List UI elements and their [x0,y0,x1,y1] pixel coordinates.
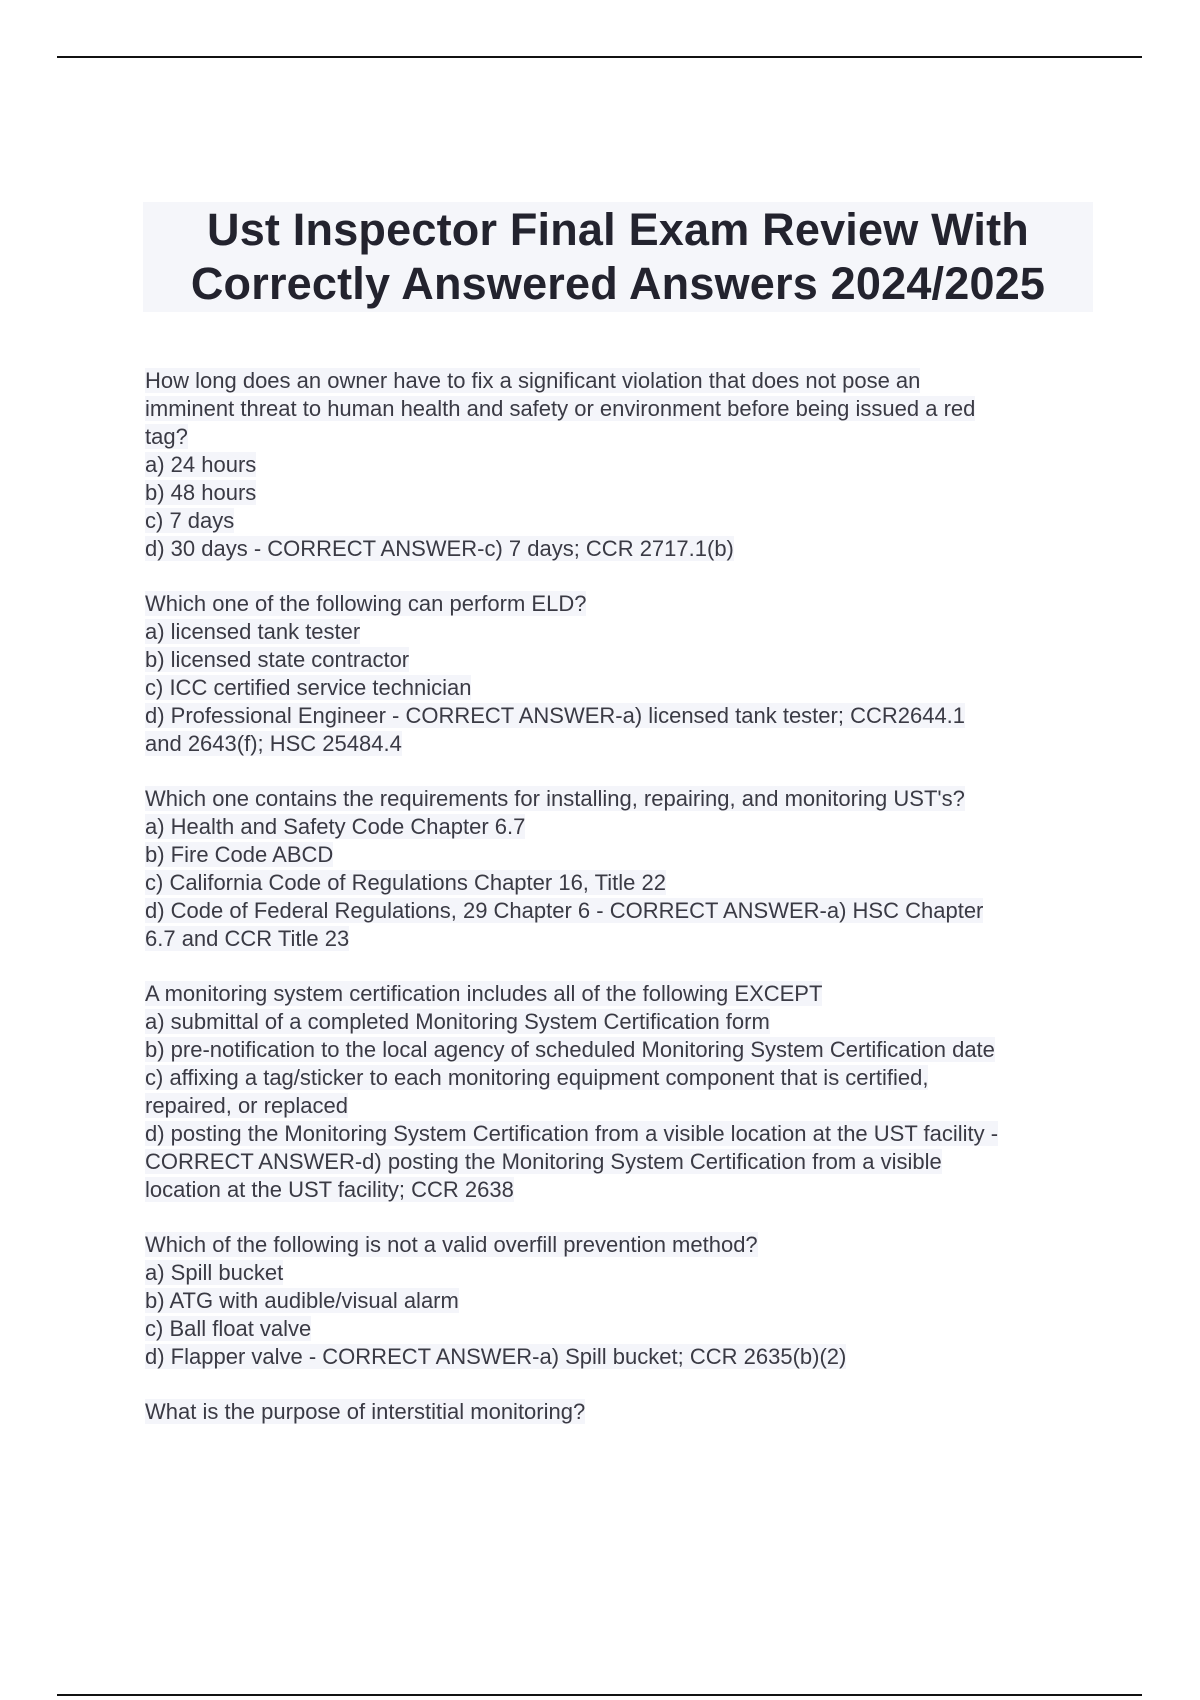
text-line: Which one of the following can perform ELD? [145,591,587,616]
answer-line [145,618,1095,646]
text-line: 6.7 and CCR Title 23 [145,926,350,951]
text-line: A monitoring system certification includes all of the following EXCEPT [145,981,823,1006]
text-line: d) 30 days - CORRECT ANSWER-c) 7 days; CCR 2717.1(b) [145,536,734,561]
text-line: d) posting the Monitoring System Certification from a visible location at the UST facility - [145,1121,999,1146]
text-line: Which one contains the requirements for installing, repairing, and monitoring UST's? [145,786,965,811]
question-block [145,590,1095,758]
title-line-2: Correctly Answered Answers 2024/2025 [190,258,1046,309]
question-text [145,785,1095,813]
text-line: c) ICC certified service technician [145,675,472,700]
text-line: a) Spill bucket [145,1260,284,1285]
question-block [145,1231,1095,1371]
top-rule [57,56,1142,58]
answer-line [145,479,1095,507]
answer-line [145,869,1095,897]
text-line: a) licensed tank tester [145,619,361,644]
answer-line [145,423,1095,451]
text-line: b) licensed state contractor [145,647,410,672]
text-line: and 2643(f); HSC 25484.4 [145,731,402,756]
answer-line [145,1176,1095,1204]
text-line: b) 48 hours [145,480,257,505]
text-line: Which of the following is not a valid overfill prevention method? [145,1232,758,1257]
question-block [145,785,1095,953]
answer-line [145,813,1095,841]
text-line: What is the purpose of interstitial monitoring? [145,1399,586,1424]
answer-line [145,1008,1095,1036]
text-line: b) Fire Code ABCD [145,842,334,867]
question-text [145,367,1095,395]
text-line: b) pre-notification to the local agency of scheduled Monitoring System Certification date [145,1037,995,1062]
title-line-1: Ust Inspector Final Exam Review With [207,204,1029,255]
text-line: a) Health and Safety Code Chapter 6.7 [145,814,526,839]
answer-line [145,1092,1095,1120]
answer-line [145,702,1095,730]
text-line: imminent threat to human health and safety or environment before being issued a red [145,396,976,421]
bottom-rule [57,1694,1142,1696]
answer-line [145,535,1095,563]
text-line: How long does an owner have to fix a significant violation that does not pose an [145,368,921,393]
text-line: tag? [145,424,188,449]
answer-line [145,1064,1095,1092]
answer-line [145,925,1095,953]
answer-line [145,841,1095,869]
answer-line [145,1287,1095,1315]
text-line: d) Code of Federal Regulations, 29 Chapter 6 - CORRECT ANSWER-a) HSC Chapter [145,898,984,923]
text-line: a) submittal of a completed Monitoring System Certification form [145,1009,770,1034]
question-list [145,367,1095,1453]
document-title [143,202,1093,312]
text-line: repaired, or replaced [145,1093,349,1118]
text-line: c) California Code of Regulations Chapter 16, Title 22 [145,870,666,895]
question-text [145,980,1095,1008]
question-text [145,1398,1095,1426]
text-line: c) affixing a tag/sticker to each monitoring equipment component that is certified, [145,1065,929,1090]
text-line: d) Flapper valve - CORRECT ANSWER-a) Spill bucket; CCR 2635(b)(2) [145,1344,847,1369]
answer-line [145,1120,1095,1148]
answer-line [145,1036,1095,1064]
question-text [145,1231,1095,1259]
text-line: d) Professional Engineer - CORRECT ANSWER-a) licensed tank tester; CCR2644.1 [145,703,966,728]
question-block [145,367,1095,563]
text-line: CORRECT ANSWER-d) posting the Monitoring System Certification from a visible [145,1149,942,1174]
text-line: c) 7 days [145,508,235,533]
question-text [145,590,1095,618]
answer-line [145,674,1095,702]
text-line: c) Ball float valve [145,1316,312,1341]
answer-line [145,730,1095,758]
answer-line [145,1148,1095,1176]
answer-line [145,1259,1095,1287]
answer-line [145,646,1095,674]
answer-line [145,451,1095,479]
answer-line [145,507,1095,535]
text-line: a) 24 hours [145,452,257,477]
answer-line [145,395,1095,423]
answer-line [145,897,1095,925]
answer-line [145,1343,1095,1371]
text-line: b) ATG with audible/visual alarm [145,1288,459,1313]
question-block [145,1398,1095,1426]
answer-line [145,1315,1095,1343]
question-block [145,980,1095,1204]
text-line: location at the UST facility; CCR 2638 [145,1177,514,1202]
